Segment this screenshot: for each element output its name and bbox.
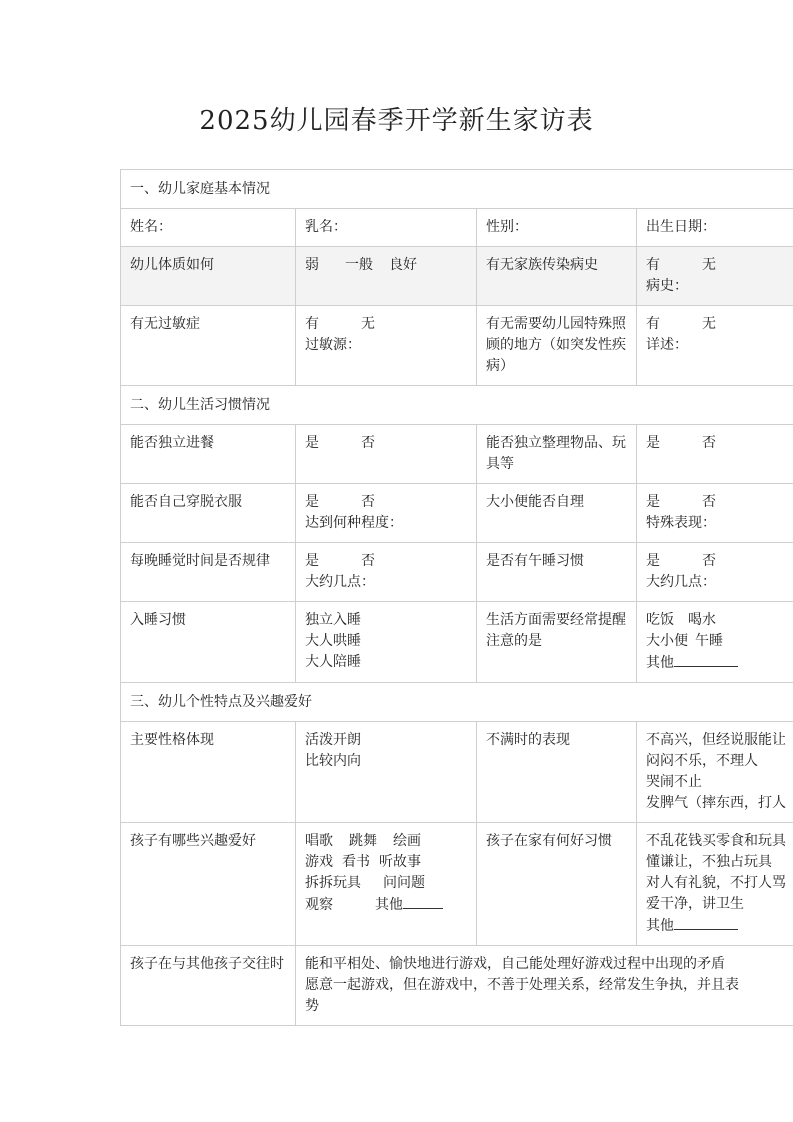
row-label: 生活方面需要经常提醒注意的是 [477, 602, 637, 683]
option-other[interactable]: 其他 [375, 897, 403, 913]
option-stories[interactable]: 听故事 [379, 854, 421, 870]
option-toys[interactable]: 拆拆玩具 [305, 875, 361, 891]
displeasure-options [637, 722, 793, 823]
row-label: 能否自己穿脱衣服 [121, 484, 296, 543]
row-label: 是否有午睡习惯 [477, 543, 637, 602]
toilet-detail-field[interactable]: 特殊表现： [646, 515, 716, 531]
option-sharing[interactable]: 懂谦让，不独占玩具 [646, 854, 772, 870]
option-coaxed[interactable]: 大人哄睡 [305, 633, 361, 649]
option-singing[interactable]: 唱歌 [305, 833, 333, 849]
row-label: 孩子在与其他孩子交往时 [121, 946, 296, 1026]
option-no[interactable]: 否 [361, 553, 375, 569]
good-habit-options [637, 823, 793, 946]
row-label: 能否独立进餐 [121, 425, 296, 484]
option-polite[interactable]: 对人有礼貌，不打人骂 [646, 875, 786, 891]
section-row [121, 683, 793, 722]
sleep-habit-options [296, 602, 477, 683]
option-introverted[interactable]: 比较内向 [305, 753, 361, 769]
option-temper[interactable]: 发脾气（摔东西，打人 [646, 795, 786, 811]
row-label: 有无家族传染病史 [477, 247, 637, 306]
table-row [121, 543, 793, 602]
family-history-options [637, 247, 793, 306]
option-drinking[interactable]: 喝水 [688, 612, 716, 628]
dress-options [296, 484, 477, 543]
option-no[interactable]: 无 [702, 257, 716, 273]
care-detail-field[interactable]: 详述： [646, 337, 688, 353]
option-no[interactable]: 无 [361, 316, 375, 332]
option-harmonious[interactable]: 能和平相处、愉快地进行游戏，自己能处理好游戏过程中出现的矛盾 [305, 956, 725, 972]
row-label: 有无需要幼儿园特殊照顾的地方（如突发性疾病） [477, 306, 637, 386]
row-label: 幼儿体质如何 [121, 247, 296, 306]
option-yes[interactable]: 是 [646, 553, 660, 569]
dress-degree-field[interactable]: 达到何种程度： [305, 515, 403, 531]
option-yes[interactable]: 是 [646, 435, 660, 451]
option-no[interactable]: 无 [702, 316, 716, 332]
option-crying[interactable]: 哭闹不止 [646, 774, 702, 790]
allergen-field[interactable]: 过敏源： [305, 337, 361, 353]
option-reading[interactable]: 看书 [342, 854, 370, 870]
home-visit-form [120, 169, 793, 1026]
option-good[interactable]: 良好 [389, 257, 417, 273]
option-continued: 势 [305, 998, 319, 1014]
social-options [296, 946, 793, 1026]
table-row [121, 823, 793, 946]
table-row [121, 602, 793, 683]
row-label: 能否独立整理物品、玩具等 [477, 425, 637, 484]
row-label: 有无过敏症 [121, 306, 296, 386]
option-yes[interactable]: 是 [646, 494, 660, 510]
option-eating[interactable]: 吃饭 [646, 612, 674, 628]
table-row [121, 247, 793, 306]
interest-options [296, 823, 477, 946]
history-detail-field[interactable]: 病史： [646, 278, 688, 294]
form-table [120, 169, 793, 1026]
other-blank[interactable] [403, 894, 443, 909]
option-sulky[interactable]: 闷闷不乐，不理人 [646, 753, 758, 769]
option-conflict[interactable]: 愿意一起游戏，但在游戏中，不善于处理关系，经常发生争执，并且表 [305, 977, 739, 993]
option-toilet[interactable]: 大小便 [646, 633, 688, 649]
table-row [121, 484, 793, 543]
option-yes[interactable]: 有 [305, 316, 319, 332]
reminder-options [637, 602, 793, 683]
eat-options [296, 425, 477, 484]
option-games[interactable]: 游戏 [305, 854, 333, 870]
section-row [121, 386, 793, 425]
row-label: 入睡习惯 [121, 602, 296, 683]
option-weak[interactable]: 弱 [305, 257, 319, 273]
allergy-options [296, 306, 477, 386]
option-yes[interactable]: 有 [646, 257, 660, 273]
other-blank[interactable] [674, 652, 738, 667]
option-normal[interactable]: 一般 [345, 257, 373, 273]
option-other[interactable]: 其他 [646, 655, 674, 671]
option-nap[interactable]: 午睡 [695, 633, 723, 649]
section-row [121, 170, 793, 209]
option-yes[interactable]: 是 [305, 494, 319, 510]
table-row [121, 946, 793, 1026]
row-label: 主要性格体现 [121, 722, 296, 823]
nickname-field[interactable]: 乳名： [296, 209, 477, 247]
birth-date-field[interactable]: 出生日期： [637, 209, 793, 247]
option-yes[interactable]: 是 [305, 553, 319, 569]
row-label: 每晚睡觉时间是否规律 [121, 543, 296, 602]
tidy-options [637, 425, 793, 484]
sleep-options [296, 543, 477, 602]
gender-field[interactable]: 性别： [477, 209, 637, 247]
option-other[interactable]: 其他 [646, 918, 674, 934]
option-accompanied[interactable]: 大人陪睡 [305, 654, 361, 670]
option-clean[interactable]: 爱干净，讲卫生 [646, 896, 744, 912]
nap-time-field[interactable]: 大约几点： [646, 574, 716, 590]
table-row [121, 306, 793, 386]
option-no[interactable]: 否 [702, 435, 716, 451]
option-outgoing[interactable]: 活泼开朗 [305, 732, 361, 748]
option-persuadable[interactable]: 不高兴，但经说服能让 [646, 732, 786, 748]
row-label: 不满时的表现 [477, 722, 637, 823]
table-row [121, 722, 793, 823]
section-heading: 一、幼儿家庭基本情况 [121, 170, 793, 209]
page-title: 2025幼儿园春季开学新生家访表 [199, 106, 594, 136]
section-heading: 三、幼儿个性特点及兴趣爱好 [121, 683, 793, 722]
name-field[interactable]: 姓名： [121, 209, 296, 247]
toilet-options [637, 484, 793, 543]
special-care-options [637, 306, 793, 386]
personality-options [296, 722, 477, 823]
row-label: 孩子有哪些兴趣爱好 [121, 823, 296, 946]
option-no[interactable]: 否 [361, 435, 375, 451]
option-no[interactable]: 否 [702, 494, 716, 510]
row-label: 大小便能否自理 [477, 484, 637, 543]
other-blank[interactable] [674, 915, 738, 930]
option-yes[interactable]: 是 [305, 435, 319, 451]
option-thrifty[interactable]: 不乱花钱买零食和玩具 [646, 833, 786, 849]
constitution-options [296, 247, 477, 306]
option-yes[interactable]: 有 [646, 316, 660, 332]
bedtime-field[interactable]: 大约几点： [305, 574, 375, 590]
row-label: 孩子在家有何好习惯 [477, 823, 637, 946]
option-dancing[interactable]: 跳舞 [349, 833, 377, 849]
nap-options [637, 543, 793, 602]
option-observing[interactable]: 观察 [305, 897, 333, 913]
option-no[interactable]: 否 [702, 553, 716, 569]
option-drawing[interactable]: 绘画 [393, 833, 421, 849]
table-row [121, 209, 793, 247]
option-questions[interactable]: 问问题 [383, 875, 425, 891]
option-no[interactable]: 否 [361, 494, 375, 510]
table-row [121, 425, 793, 484]
section-heading: 二、幼儿生活习惯情况 [121, 386, 793, 425]
option-sleep-alone[interactable]: 独立入睡 [305, 612, 361, 628]
